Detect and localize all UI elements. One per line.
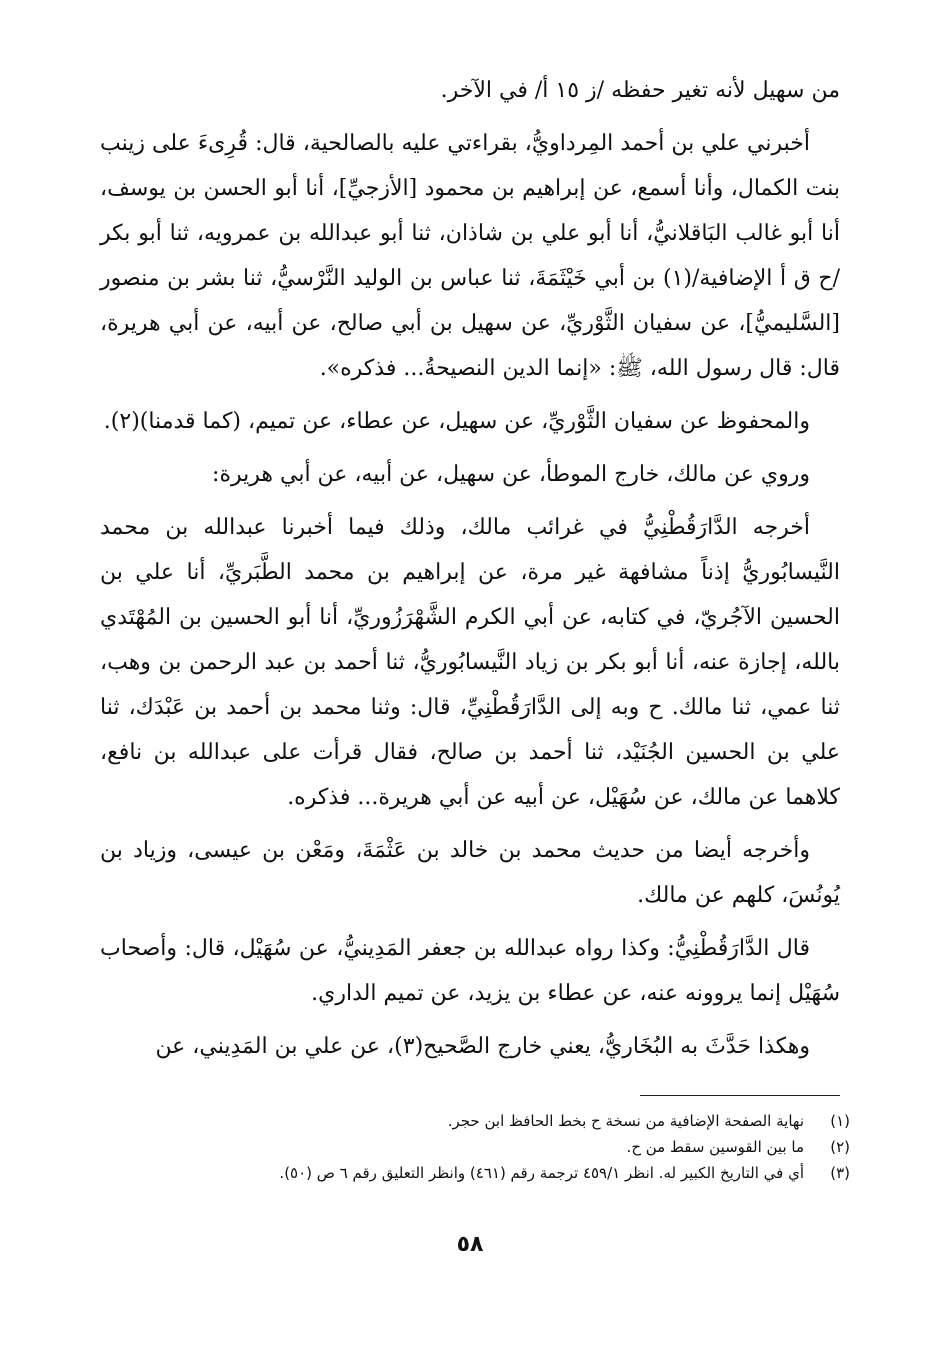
paragraph: أخبرني علي بن أحمد المِرداويُّ، بقراءتي عليه بالصالحية، قال: قُرِىءَ على زينب بنت الكمال، وأنا أسمع، عن إبراهيم بن محمود [الأزجيِّ]، أنا أبو الحسن بن يوسف، أنا أبو غالب البَاقلانيُّ، أنا أبو علي بن شاذان، ثنا أبو عبدالله بن عمرويه، ثنا أبو بكر /ح ق أ الإضافية/(١) بن أبي خَيْثَمَةَ، ثنا عباس بن الوليد النَّرْسيُّ، ثنا بشر بن منصور [السَّليميُّ]، عن سفيان الثَّوْريِّ، عن سهيل بن أبي صالح، عن أبيه، عن أبي هريرة، قال: قال رسول الله، ﷺ: «إنما الدين النصيحةُ... فذكره». xyxy=(100,131,840,381)
paragraph: وهكذا حَدَّثَ به البُخَاريُّ، يعني خارج الصَّحيح(٣)، عن علي بن المَدِيني، عن xyxy=(155,1034,810,1059)
footnote-text: ما بين القوسين سقط من ح. xyxy=(626,1138,804,1156)
page-number: ٥٨ xyxy=(456,1232,484,1257)
paragraph: قال الدَّارَقُطْنِيُّ: وكذا رواه عبدالله بن جعفر المَدِينيُّ، عن سُهَيْل، قال: وأصحاب سُهَيْل إنما يروونه عنه، عن عطاء بن يزيد، عن تميم الداري. xyxy=(100,936,840,1006)
paragraph: والمحفوظ عن سفيان الثَّوْريِّ، عن سهيل، عن عطاء، عن تميم، (كما قدمنا)(٢). xyxy=(103,409,810,434)
footnote-divider xyxy=(640,1095,840,1096)
paragraph: وأخرجه أيضا من حديث محمد بن خالد بن عَثْمَةَ، ومَعْن بن عيسى، وزياد بن يُونُسَ، كلهم عن مالك. xyxy=(100,838,840,908)
footnote-text: نهاية الصفحة الإضافية من نسخة ح بخط الحافظ ابن حجر. xyxy=(447,1112,804,1130)
footnote-number: (٢) xyxy=(830,1138,850,1156)
footnote xyxy=(160,1134,850,1160)
footnote xyxy=(160,1108,850,1134)
footnote-number: (٣) xyxy=(830,1164,850,1182)
paragraph: أخرجه الدَّارَقُطْنِيُّ في غرائب مالك، وذلك فيما أخبرنا عبدالله بن محمد النَّيسابُوريُّ إذناً مشافهة غير مرة، عن إبراهيم بن محمد الطَّبَريِّ، أنا علي بن الحسين الآجُريّ، في كتابه، عن أبي الكرم الشَّهْرَزُوريِّ، أنا أبو الحسين بن المُهْتَدي بالله، إجازة عنه، أنا أبو بكر بن زياد النَّيسابُوريُّ، ثنا أحمد بن عبد الرحمن بن وهب، ثنا عمي، ثنا مالك. ح وبه إلى الدَّارَقُطْنِيِّ، قال: وثنا محمد بن أحمد بن عَبْدَك، ثنا علي بن الحسين الجُنَيْد، ثنا أحمد بن صالح، فقال قرأت على عبدالله بن نافع، كلاهما عن مالك، عن سُهَيْل، عن أبيه عن أبي هريرة... فذكره. xyxy=(100,515,840,810)
main-text xyxy=(100,68,840,1077)
paragraph: من سهيل لأنه تغير حفظه /ز ١٥ أ/ في الآخر. xyxy=(440,78,840,103)
paragraph: وروي عن مالك، خارج الموطأ، عن سهيل، عن أبيه، عن أبي هريرة: xyxy=(212,462,810,487)
footnote-number: (١) xyxy=(830,1112,850,1130)
footnotes xyxy=(160,1108,850,1186)
footnote-text: أي في التاريخ الكبير له. انظر ٤٥٩/١ ترجمة رقم (٤٦١) وانظر التعليق رقم ٦ ص (٥٠). xyxy=(279,1164,804,1182)
footnote xyxy=(160,1160,850,1186)
